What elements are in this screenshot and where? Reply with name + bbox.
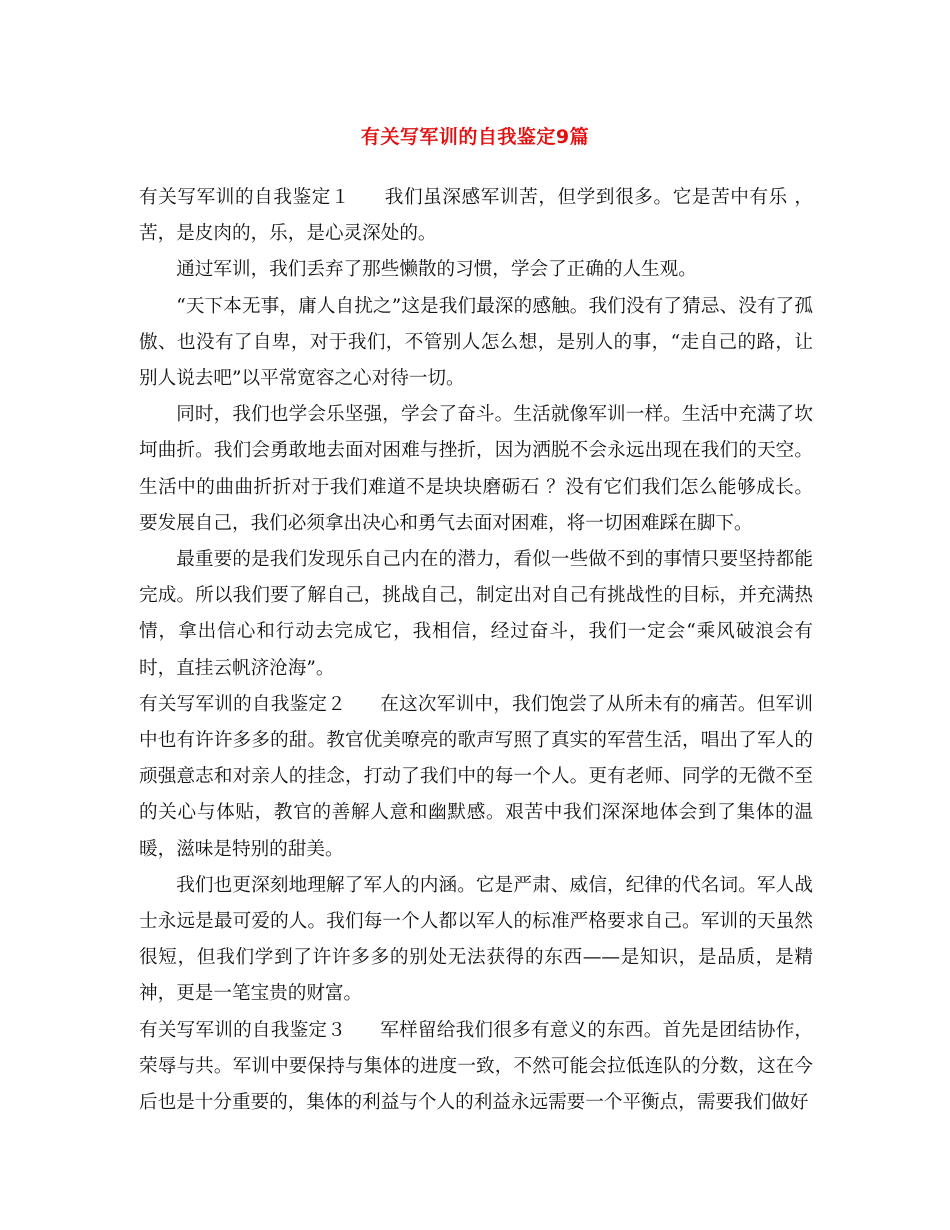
document-title: 有关写军训的自我鉴定9篇 bbox=[360, 126, 590, 148]
section-3 bbox=[139, 1013, 813, 1122]
paragraph: 我们也更深刻地理解了军人的内涵。它是严肃、威信，纪律的代名词。军人战士永远是最可爱的人。我们每一个人都以军人的标准严格要求自己。军训的天虽然很短，但我们学到了许许多多的别处无法获得的东西——是知识，是品质，是精神，更是一笔宝贵的财富。 bbox=[139, 874, 813, 1005]
paragraph: 同时，我们也学会乐坚强，学会了奋斗。生活就像军训一样。生活中充满了坎坷曲折。我们会勇敢地去面对困难与挫折，因为洒脱不会永远出现在我们的天空。生活中的曲曲折折对于我们难道不是块块磨砺石 ？没有它们我们怎么能够成长。要发展自己，我们必须拿出决心和勇气去面对困难，将一切困难踩在脚下。 bbox=[139, 404, 813, 534]
document-body bbox=[139, 180, 813, 1121]
section-lead-text: 在这次军训中，我们饱尝了从所未有的痛苦。但军训中也有许许多多的甜。教官优美嘹亮的歌声写照了真实的军营生活，唱出了军人的顽强意志和对亲人的挂念，打动了我们中的每一个人。更有老师、同学的无微不至的关心与体贴，教官的善解人意和幽默感。艰苦中我们深深地体会到了集体的温暖，滋味是特别的甜美。 bbox=[139, 693, 813, 860]
section-lead-text: 我们虽深感军训苦，但学到很多。它是苦中有乐 ，苦，是皮肉的，乐，是心灵深处的。 bbox=[139, 187, 813, 245]
section-heading: 有关写军训的自我鉴定３ bbox=[139, 1019, 347, 1041]
paragraph: 通过军训，我们丢弃了那些懒散的习惯，学会了正确的人生观。 bbox=[176, 259, 697, 281]
section-1 bbox=[139, 180, 813, 687]
section-heading: 有关写军训的自我鉴定１ bbox=[139, 187, 351, 208]
section-lead-paragraph bbox=[139, 180, 813, 252]
paragraph: “天下本无事，庸人自扰之”这是我们最深的感触。我们没有了猜忌、没有了孤傲、也没有了自卑，对于我们，不管别人怎么想，是别人的事，“走自己的路，让别人说去吧”以平常宽容之心对待一切。 bbox=[139, 295, 813, 390]
section-2 bbox=[139, 687, 813, 1013]
section-heading: 有关写军训的自我鉴定２ bbox=[139, 693, 347, 715]
section-lead-text: 军样留给我们很多有意义的东西。首先是团结协作，荣辱与共。军训中要保持与集体的进度一致，不然可能会拉低连队的分数，这在今后也是十分重要的，集体的利益与个人的利益永远需要一个平衡点，需要我们做好 bbox=[139, 1019, 813, 1114]
section-lead-paragraph bbox=[139, 1013, 813, 1122]
section-lead-paragraph bbox=[139, 687, 813, 868]
paragraph: 最重要的是我们发现乐自己内在的潜力，看似一些做不到的事情只要坚持都能完成。所以我们要了解自己，挑战自己，制定出对自己有挑战性的目标，并充满热情，拿出信心和行动去完成它，我相信，经过奋斗，我们一定会“乘风破浪会有时，直挂云帆济沧海”。 bbox=[139, 549, 813, 679]
